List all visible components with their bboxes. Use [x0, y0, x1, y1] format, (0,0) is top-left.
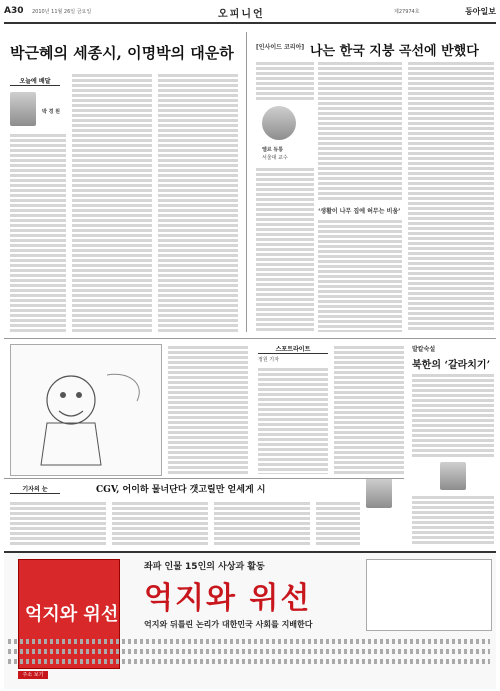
interview-body-5 [408, 60, 494, 332]
columnist-name: 박 경 원 [42, 109, 60, 115]
ad-fineprint-2 [8, 649, 490, 654]
ad-fineprint-1 [8, 639, 490, 644]
newspaper-brand: 동아일보 [465, 7, 496, 16]
issue-date: 2010년 11월 26일 금요일 [32, 9, 92, 15]
interview-tag: [인사이드 코리아] [256, 44, 305, 51]
interview-body-2 [256, 166, 314, 332]
left-article-body-3 [158, 72, 238, 332]
right-column-tag: 발칼숙설 [412, 346, 436, 353]
ad-kicker: 좌파 인물 15인의 사상과 활동 [144, 562, 265, 572]
book-cover-title: 억지와 위선 [25, 604, 119, 625]
left-box-label: 오늘에 배달 [10, 76, 60, 86]
issue-number: 제27974호 [394, 9, 420, 15]
lower-divider [4, 478, 404, 479]
spotlight-byline: 정원 기자 [258, 357, 279, 363]
section-divider [4, 338, 496, 339]
interviewee-photo [262, 106, 296, 140]
left-article-body-2 [72, 72, 152, 332]
bottom-left-title: CGV, 어이하 물너단다 갯고릴만 얻세게 시 [96, 485, 266, 495]
ad-address-button[interactable]: 주소 보기 [18, 671, 48, 679]
bottom-left-body-2 [112, 500, 208, 546]
right-body-1 [412, 372, 494, 458]
columnist-photo [10, 92, 36, 126]
interview-body-1 [256, 60, 314, 100]
column-divider [246, 32, 247, 332]
spotlight-body-1 [258, 366, 328, 474]
bottom-left-tag: 기자의 눈 [10, 484, 60, 494]
bottom-left-body-4 [316, 500, 360, 546]
ad-headline: 억지와 위선 [144, 581, 312, 616]
right-column-photo [440, 462, 466, 490]
middle-body-1 [168, 344, 248, 474]
interview-subhead: ‘생활이 나무 집에 허무는 비움’ [318, 208, 401, 215]
bottom-left-body-1 [10, 500, 106, 546]
spotlight-body-2 [334, 344, 404, 474]
page-number: A30 [4, 6, 24, 16]
section-title: 오피니언 [218, 9, 265, 20]
ad-subline: 억지와 뒤틀린 논리가 대한민국 사회를 지배한다 [144, 620, 313, 629]
bottom-left-body-3 [214, 500, 310, 546]
right-column-title: 북한의 ‘갈라치기’ [412, 360, 491, 371]
interview-title: 나는 한국 지붕 곡선에 반했다 [310, 44, 479, 59]
interviewee-role: 서울대 교수 [262, 155, 288, 161]
editorial-cartoon [10, 344, 162, 476]
spotlight-author-photo [366, 478, 392, 508]
interview-body-4 [318, 218, 402, 332]
spotlight-tag: 스포트라이트 [258, 344, 328, 354]
interviewee-name: 엘르 듀롱 [262, 147, 284, 153]
right-body-2 [412, 494, 494, 544]
book-advertisement[interactable] [4, 551, 496, 689]
left-article-title: 박근혜의 세종시, 이명박의 대운하 [10, 44, 234, 62]
ad-fineprint-3 [8, 659, 490, 664]
cartoon-drawing [11, 345, 161, 475]
interview-body-3 [318, 60, 402, 200]
left-article-body-1 [10, 132, 66, 332]
newspaper-header [4, 4, 496, 24]
ad-info-box [366, 559, 492, 631]
